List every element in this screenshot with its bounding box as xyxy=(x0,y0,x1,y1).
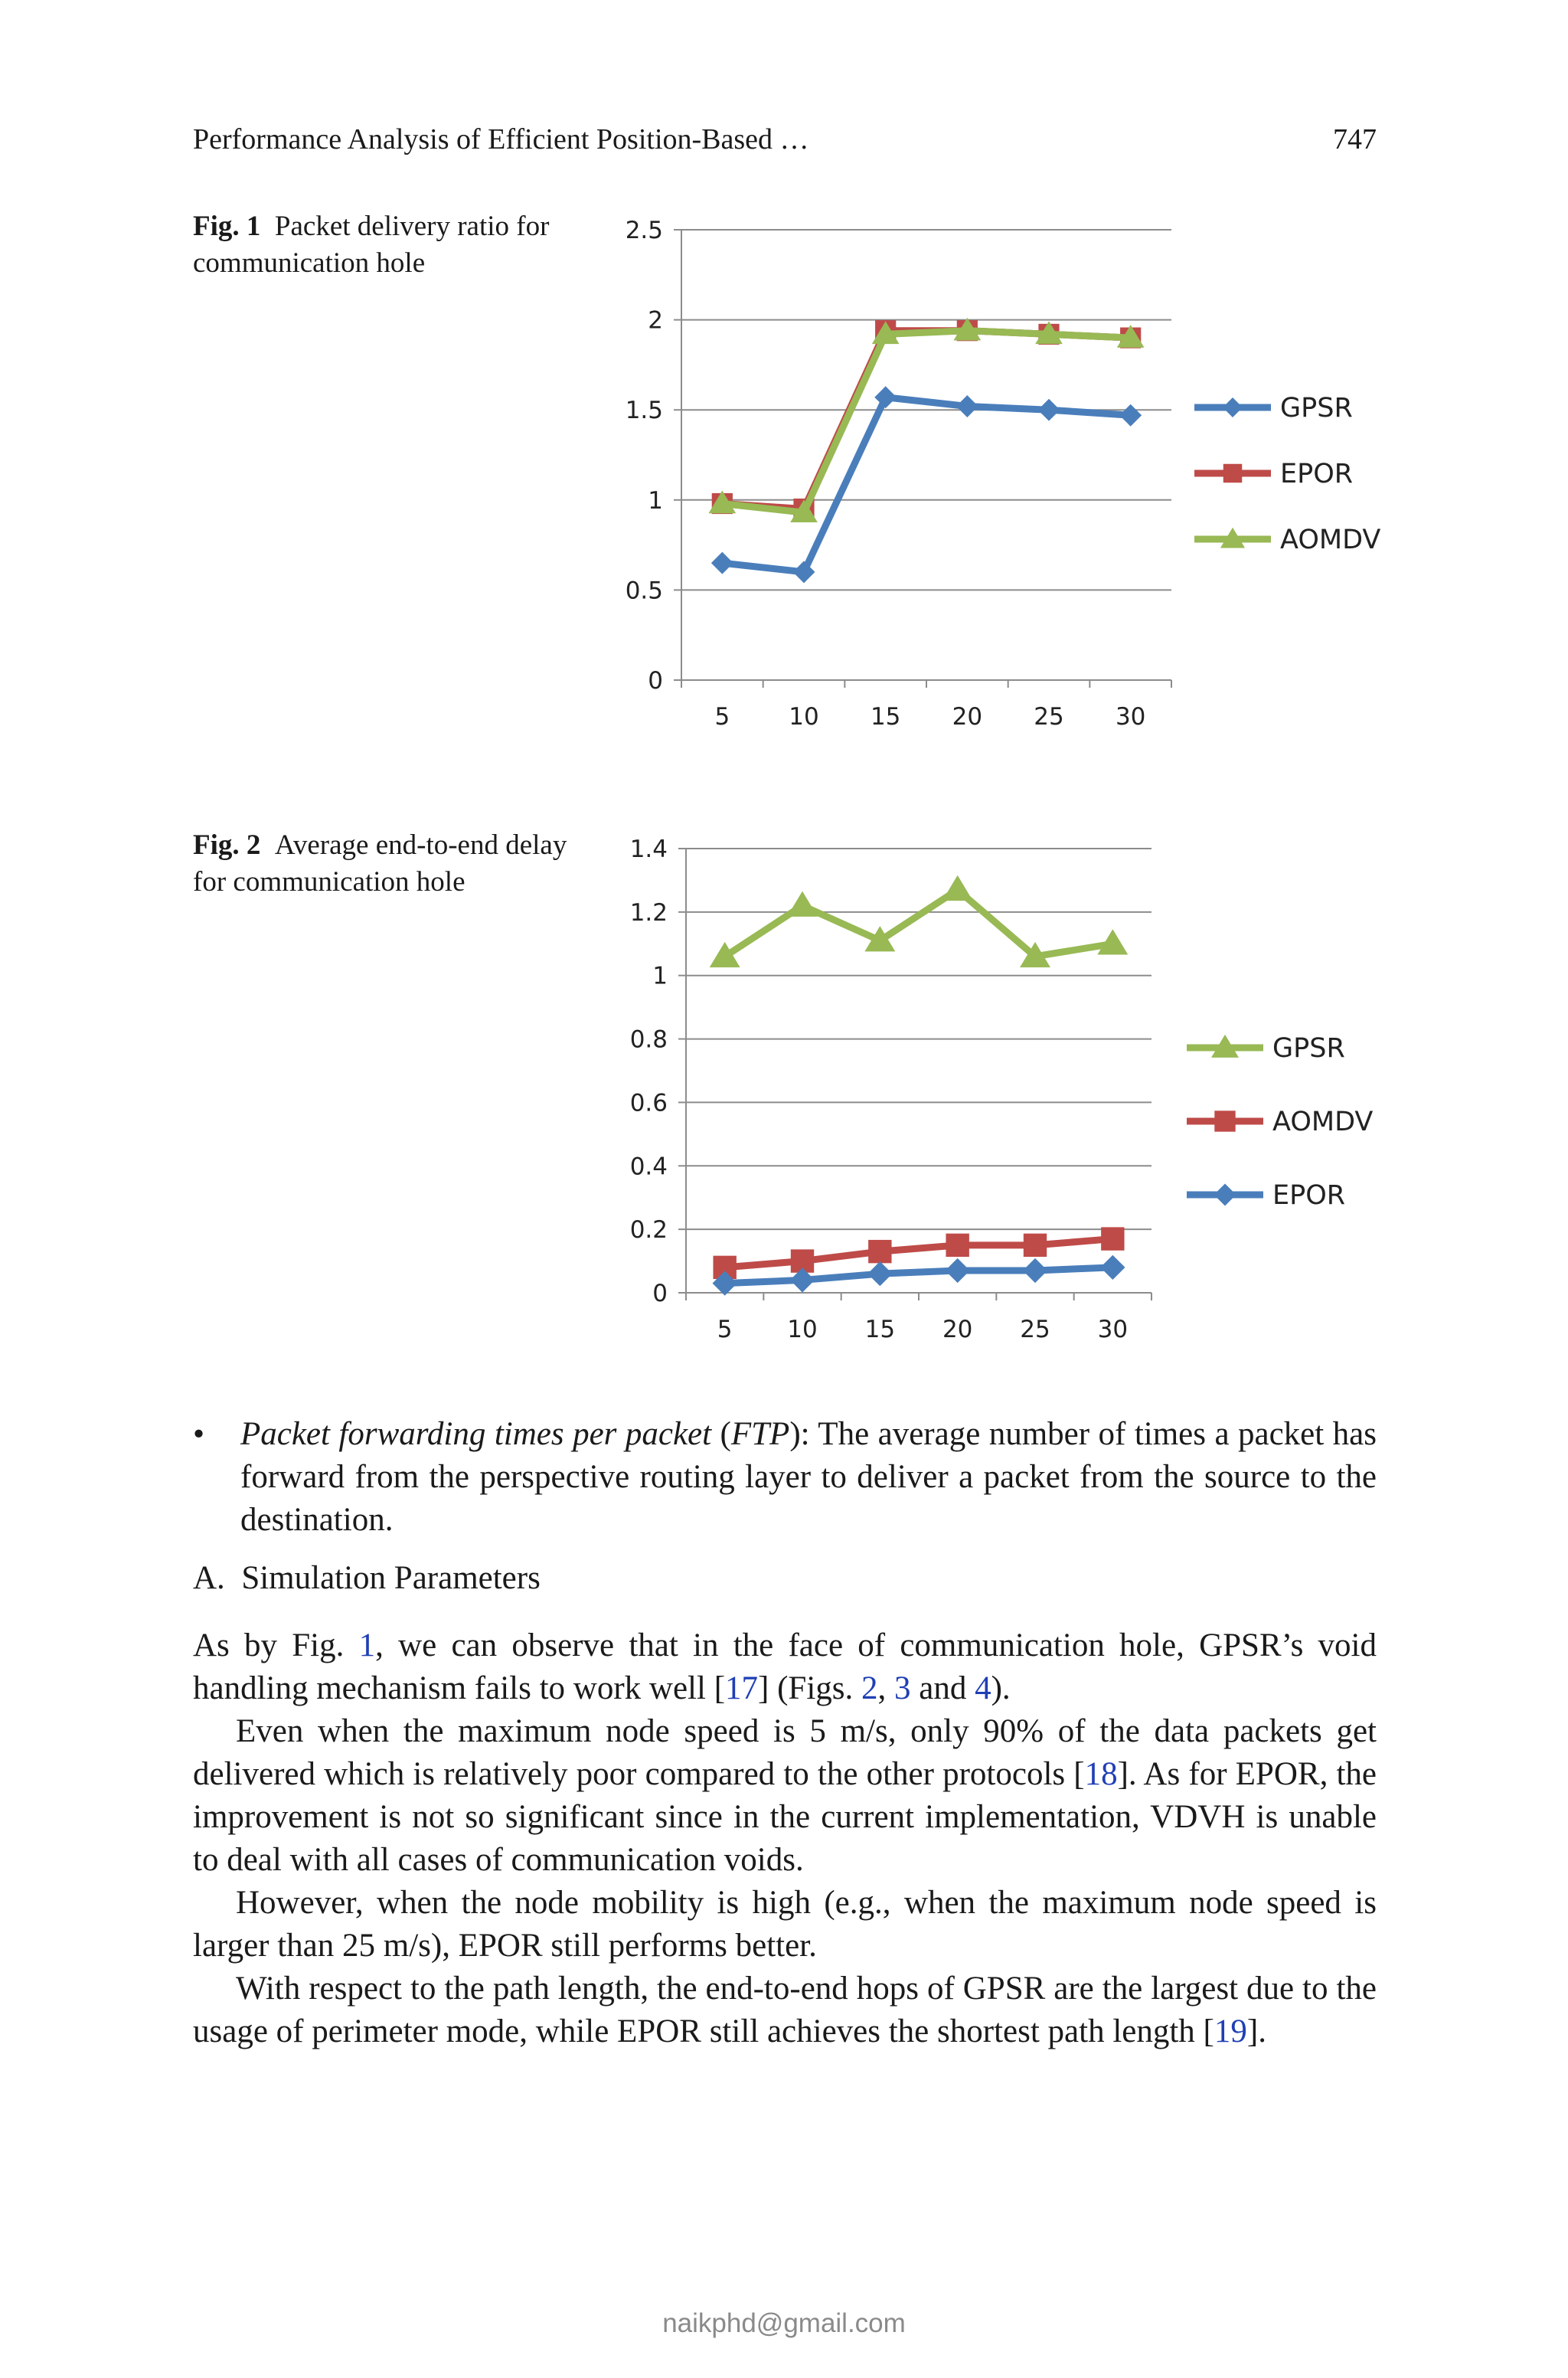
figure-1-x-tick-label: 15 xyxy=(870,703,901,731)
running-title: Performance Analysis of Efficient Position-Based … xyxy=(193,123,809,155)
figure-1-series-gpsr-legend-label: GPSR xyxy=(1280,393,1353,424)
figure-2-x-tick-label: 5 xyxy=(717,1316,733,1343)
figure-2-series-epor-point xyxy=(946,1258,970,1283)
page-number: 747 xyxy=(1333,123,1377,155)
figure-1-series-epor-line xyxy=(722,331,1130,509)
figure-2-series-gpsr-point xyxy=(1097,929,1128,954)
figure-2-x-tick-label: 15 xyxy=(864,1316,896,1343)
figure-2-series-gpsr-point xyxy=(787,891,818,917)
ref-fig-1-link[interactable]: 1 xyxy=(358,1627,376,1663)
figure-2-series-aomdv-point xyxy=(946,1234,969,1257)
figure-1-series-gpsr-point xyxy=(1038,399,1060,421)
figure-2-y-tick-label: 0.2 xyxy=(629,1216,668,1245)
p1-sep: , xyxy=(877,1670,894,1706)
figure-2-series-epor-point xyxy=(867,1261,892,1286)
figure-2-series-aomdv-point xyxy=(1101,1227,1124,1250)
bullet-abbr: FTP xyxy=(730,1416,790,1452)
figure-2-series-aomdv-point xyxy=(868,1240,891,1263)
ref-fig-4-link[interactable]: 4 xyxy=(975,1670,991,1706)
figure-2-x-tick-label: 25 xyxy=(1020,1316,1050,1343)
figure-1-series-aomdv-line xyxy=(722,331,1130,513)
figure-2-x-tick-label: 30 xyxy=(1097,1316,1129,1343)
figure-2-series-gpsr-point xyxy=(942,875,973,901)
figure-2-series-epor-line xyxy=(725,1268,1113,1284)
figure-2-series-epor-point xyxy=(1023,1258,1047,1283)
p1-and: and xyxy=(910,1670,975,1706)
figure-2-series-aomdv-legend-label: AOMDV xyxy=(1272,1107,1374,1137)
section-title: Simulation Parameters xyxy=(241,1560,541,1596)
section-heading xyxy=(193,1559,541,1597)
figure-2-caption-text: Average end-to-end delay for communication hole xyxy=(193,829,567,898)
figure-1-x-tick-label: 5 xyxy=(714,703,730,731)
bullet-text xyxy=(240,1413,1377,1542)
figure-1-series-gpsr-point xyxy=(874,386,897,408)
bullet-definition: The average number of times a packet has forward from the perspective routing layer to deliver a packet from the source to the destination. xyxy=(240,1416,1377,1538)
figure-1-chart xyxy=(597,207,1409,743)
p2-text-b: ]. As for EPOR, the improvement is not so significant since in the current implementation, VDVH is unable to deal with all cases of communication voids. xyxy=(193,1756,1377,1878)
figure-2-series-epor-legend-marker xyxy=(1214,1183,1236,1205)
bullet-paren-close: ): xyxy=(789,1416,818,1452)
figure-2-series-gpsr-legend-label: GPSR xyxy=(1272,1033,1345,1064)
figure-2-series-gpsr-line xyxy=(725,890,1113,957)
p4-text-a: With respect to the path length, the end-to-end hops of GPSR are the largest due to the usage of perimeter mode, while EPOR still achieves the shortest path length [ xyxy=(193,1971,1377,2049)
p2-text-a: Even when the maximum node speed is 5 m/s, only 90% of the data packets get delivered which is relatively poor compared to the other protocols [ xyxy=(193,1713,1377,1792)
figure-2-x-tick-label: 10 xyxy=(787,1316,818,1343)
figure-2-chart xyxy=(597,827,1409,1356)
figure-2-y-tick-label: 0 xyxy=(652,1280,668,1307)
figure-1-series-epor-legend-label: EPOR xyxy=(1280,459,1354,489)
figure-1-caption-text: Packet delivery ratio for communication hole xyxy=(193,211,550,279)
bullet-term: Packet forwarding times per packet xyxy=(240,1416,712,1452)
bullet-dot: • xyxy=(193,1416,205,1452)
figure-1-series-gpsr-point xyxy=(1119,404,1142,427)
paragraph-2 xyxy=(193,1710,1377,1882)
figure-1-x-tick-label: 20 xyxy=(952,703,983,731)
p1-text-b: , we can observe that in the face of communication hole, GPSR’s void handling mechanism fails to work well [ xyxy=(193,1627,1377,1706)
bullet-paren-open: ( xyxy=(711,1416,731,1452)
figure-1-series-aomdv-legend-label: AOMDV xyxy=(1280,525,1381,555)
ref-17-link[interactable]: 17 xyxy=(725,1670,759,1706)
figure-2-caption xyxy=(193,827,576,901)
figure-1-series-gpsr-point xyxy=(793,561,815,583)
figure-1-y-tick-label: 2.5 xyxy=(625,217,663,244)
figure-2-series-epor-point xyxy=(1100,1255,1125,1280)
figure-1-series-gpsr-point xyxy=(956,395,978,417)
paragraph-3 xyxy=(193,1882,1377,1967)
figure-1-series-epor-legend-marker xyxy=(1223,464,1242,482)
ref-fig-2-link[interactable]: 2 xyxy=(861,1670,878,1706)
figure-1-x-tick-label: 10 xyxy=(789,703,819,731)
figure-2-y-tick-label: 0.4 xyxy=(629,1153,668,1181)
ref-19-link[interactable]: 19 xyxy=(1214,2013,1247,2049)
figure-1-series-gpsr-point xyxy=(711,552,733,574)
paragraph-1 xyxy=(193,1624,1377,1710)
figure-2-label: Fig. 2 xyxy=(193,829,261,861)
figure-2-series-epor-legend-label: EPOR xyxy=(1272,1180,1346,1211)
p1-end: ). xyxy=(991,1670,1011,1706)
figure-1-y-tick-label: 0 xyxy=(648,667,663,695)
ref-fig-3-link[interactable]: 3 xyxy=(894,1670,911,1706)
figure-1-y-tick-label: 1 xyxy=(648,486,663,515)
figure-1-x-tick-label: 25 xyxy=(1034,703,1064,731)
p1-text-a: As by Fig. xyxy=(193,1627,359,1663)
p4-text-b: ]. xyxy=(1246,2013,1266,2049)
figure-1-y-tick-label: 0.5 xyxy=(625,577,663,605)
figure-1-y-tick-label: 1.5 xyxy=(625,397,663,425)
figure-1-x-tick-label: 30 xyxy=(1115,703,1146,731)
paragraph-4 xyxy=(193,1967,1377,2053)
figure-1-label: Fig. 1 xyxy=(193,211,261,242)
footer-email: naikphd@gmail.com xyxy=(662,2308,906,2338)
figure-1-series-gpsr-line xyxy=(722,397,1130,572)
figure-2-y-tick-label: 1 xyxy=(652,962,668,990)
figure-1-caption xyxy=(193,208,576,282)
ref-18-link[interactable]: 18 xyxy=(1084,1756,1118,1792)
figure-2-series-aomdv-line xyxy=(725,1239,1113,1268)
section-label: A. xyxy=(193,1560,225,1596)
figure-2-y-tick-label: 1.2 xyxy=(629,898,668,927)
figure-2-y-tick-label: 1.4 xyxy=(629,836,668,863)
figure-2-series-aomdv-legend-marker xyxy=(1214,1110,1235,1131)
figure-1-series-gpsr-legend-marker xyxy=(1223,397,1243,417)
figure-2-series-aomdv-point xyxy=(1024,1234,1047,1257)
p1-text-c: ] (Figs. xyxy=(758,1670,861,1706)
figure-2-y-tick-label: 0.8 xyxy=(629,1025,668,1054)
figure-2-x-tick-label: 20 xyxy=(942,1316,973,1343)
p3-text: However, when the node mobility is high (e.g., when the maximum node speed is larger than 25 m/s), EPOR still performs better. xyxy=(193,1885,1377,1964)
figure-2-y-tick-label: 0.6 xyxy=(629,1089,668,1117)
figure-1-y-tick-label: 2 xyxy=(648,306,663,335)
